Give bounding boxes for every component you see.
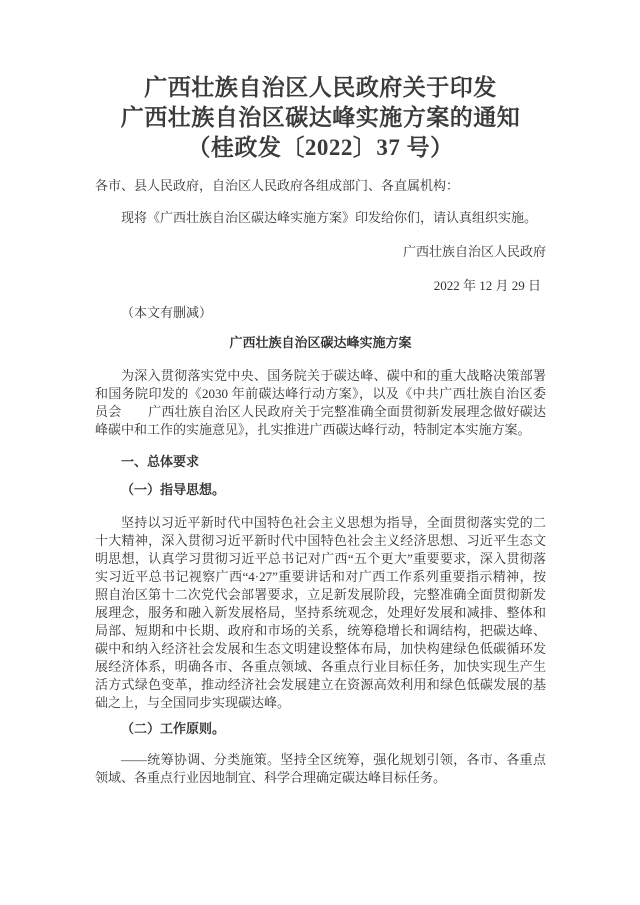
document-title	[95, 73, 546, 163]
issuing-authority: 广西壮族自治区人民政府	[402, 244, 546, 259]
subsection-heading-guiding-ideology: （一）指导思想。	[121, 482, 226, 497]
abridged-note: （本文有删减）	[121, 305, 213, 320]
document-number-line: （桂政发〔2022〕37 号）	[187, 135, 454, 160]
plan-preamble: 为深入贯彻落实党中央、国务院关于碳达峰、碳中和的重大战略决策部署和国务院印发的《2030 年前碳达峰行动方案》，以及《中共广西壮族自治区委员会 广西壮族自治区人民政府关于完整准确全面贯彻新发展理念做好碳达峰碳中和工作的实施意见》，扎实推进广西碳达峰行动，特制定本实施方案。	[95, 368, 546, 437]
section-heading-overall-requirements: 一、总体要求	[121, 454, 200, 469]
work-principles-paragraph: ——统筹协调、分类施策。坚持全区统筹，强化规划引领，各市、各重点领域、各重点行业因地制宜、科学合理确定碳达峰目标任务。	[95, 752, 546, 785]
issue-date: 2022 年 12 月 29 日	[433, 278, 541, 293]
document-title-line-1: 广西壮族自治区人民政府关于印发	[144, 75, 497, 100]
guiding-ideology-paragraph: 坚持以习近平新时代中国特色社会主义思想为指导，全面贯彻落实党的二十大精神，深入贯彻习近平新时代中国特色社会主义经济思想、习近平生态文明思想，认真学习贯彻习近平总书记对广西“五个更大”重要要求，深入贯彻落实习近平总书记视察广西“4·27”重要讲话和对广西工作系列重要指示精神，按照自治区第十二次党代会部署要求，立足新发展阶段，完整准确全面贯彻新发展理念，服务和融入新发展格局，坚持系统观念，处理好发展和减排、整体和局部、短期和中长期、政府和市场的关系，统筹稳增长和调结构，把碳达峰、碳中和纳入经济社会发展和生态文明建设整体布局，加快构建绿色低碳循环发展经济体系，明确各市、各重点领域、各重点行业目标任务，加快实现生产生活方式绿色变革，推动经济社会发展建立在资源高效利用和绿色低碳发展的基础之上，与全国同步实现碳达峰。	[95, 515, 546, 710]
forwarding-paragraph: 现将《广西壮族自治区碳达峰实施方案》印发给你们，请认真组织实施。	[121, 210, 538, 225]
plan-title: 广西壮族自治区碳达峰实施方案	[229, 335, 412, 350]
subsection-heading-work-principles: （二）工作原则。	[121, 721, 226, 736]
document-title-line-2: 广西壮族自治区碳达峰实施方案的通知	[120, 105, 521, 130]
salutation: 各市、县人民政府，自治区人民政府各组成部门、各直属机构：	[95, 178, 460, 193]
